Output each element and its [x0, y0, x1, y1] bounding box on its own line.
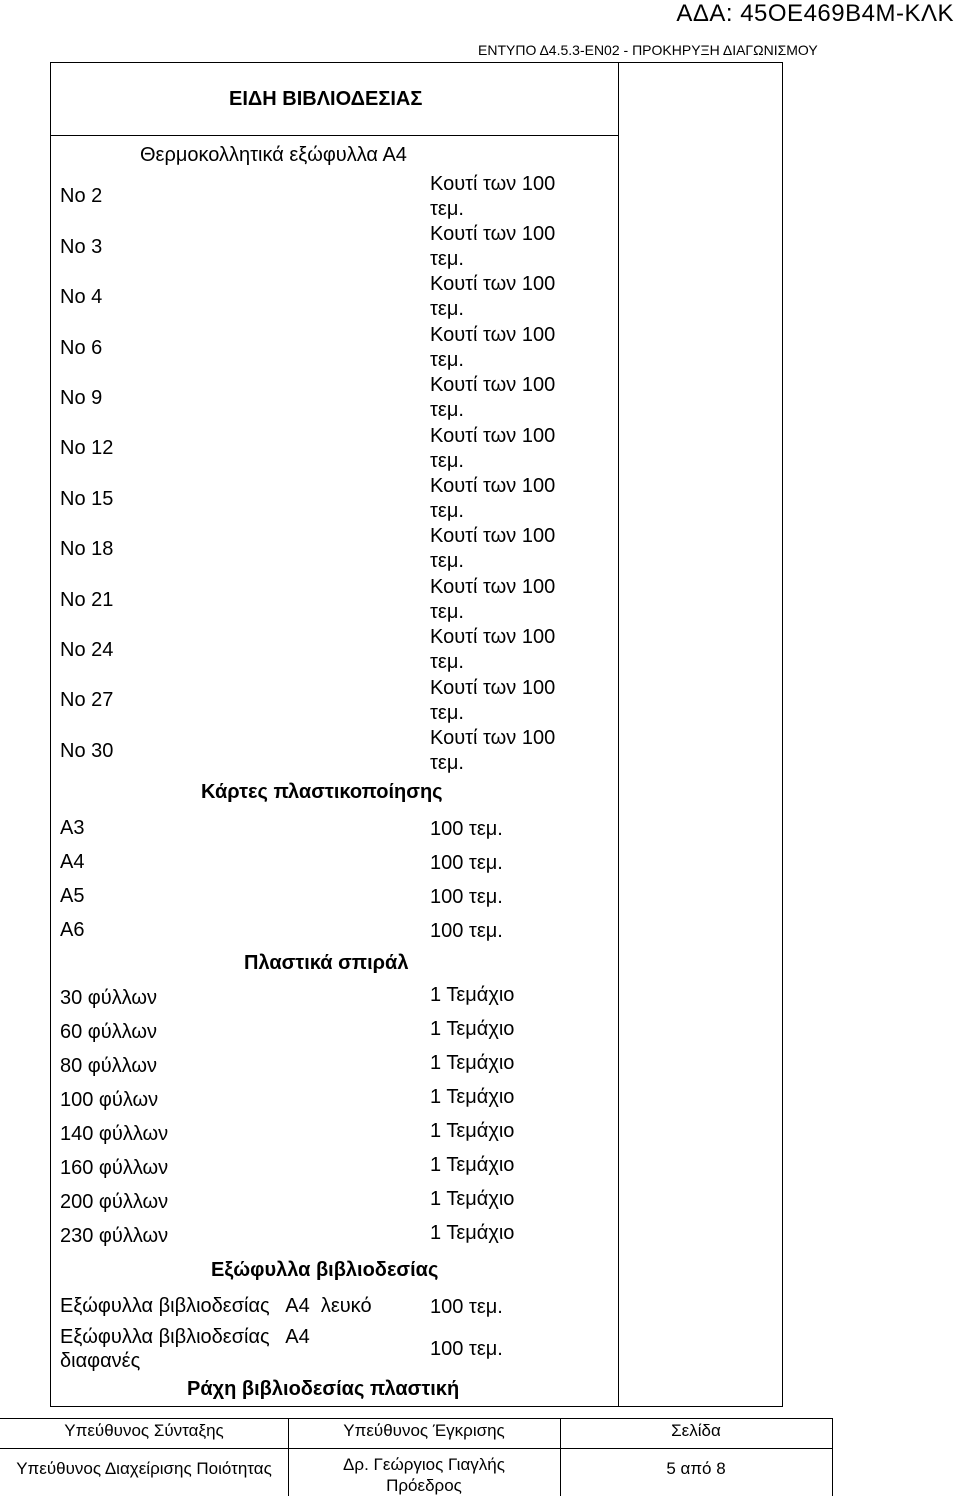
- item-qty: Κουτί των 100 τεμ.: [430, 374, 556, 421]
- item-qty: Κουτί των 100 τεμ.: [430, 324, 556, 371]
- item-qty: Κουτί των 100 τεμ.: [430, 626, 556, 673]
- list-item: 60 φύλλων: [60, 1021, 158, 1043]
- item-qty: 1 Τεμάχιο: [430, 984, 515, 1006]
- list-item: Α3: [60, 817, 85, 839]
- list-item: Α5: [60, 885, 85, 907]
- item-qty: 100 τεμ.: [430, 920, 503, 942]
- list-item: 160 φύλλων: [60, 1157, 169, 1179]
- list-item: Νο 9: [60, 387, 103, 409]
- item-qty: Κουτί των 100 τεμ.: [430, 425, 556, 472]
- footer-page-head: Σελίδα: [671, 1421, 721, 1440]
- section-heading-spirals: Πλαστικά σπιράλ: [244, 952, 409, 974]
- list-item: Νο 18: [60, 538, 114, 560]
- list-item: 80 φύλλων: [60, 1055, 158, 1077]
- item-qty: Κουτί των 100 τεμ.: [430, 223, 556, 270]
- list-item: Α6: [60, 919, 85, 941]
- list-item: Νο 24: [60, 639, 114, 661]
- list-item: Α4: [60, 851, 85, 873]
- footer-page-number: 5 από 8: [666, 1459, 726, 1478]
- footer-author-head: Υπεύθυνος Σύνταξης: [64, 1421, 224, 1440]
- item-qty: Κουτί των 100 τεμ.: [430, 727, 556, 774]
- item-qty: Κουτί των 100 τεμ.: [430, 173, 556, 220]
- list-item: Νο 15: [60, 488, 114, 510]
- item-qty: 1 Τεμάχιο: [430, 1222, 515, 1244]
- table-title: ΕΙΔΗ ΒΙΒΛΙΟΔΕΣΙΑΣ: [229, 88, 423, 110]
- list-item: Νο 3: [60, 236, 103, 258]
- footer-approver-head: Υπεύθυνος Έγκρισης: [343, 1421, 505, 1440]
- section-heading-covers: Εξώφυλλα βιβλιοδεσίας: [211, 1259, 439, 1281]
- item-qty: Κουτί των 100 τεμ.: [430, 576, 556, 623]
- item-qty: 1 Τεμάχιο: [430, 1154, 515, 1176]
- list-item: Νο 27: [60, 689, 114, 711]
- ada-code: ΑΔΑ: 45ΟΕ469Β4Μ-ΚΛΚ: [676, 0, 954, 27]
- item-qty: 1 Τεμάχιο: [430, 1188, 515, 1210]
- item-qty: 100 τεμ.: [430, 818, 503, 840]
- list-item: Νο 6: [60, 337, 103, 359]
- list-item: Νο 30: [60, 740, 114, 762]
- list-item: Νο 21: [60, 589, 114, 611]
- item-qty: Κουτί των 100 τεμ.: [430, 677, 556, 724]
- item-qty: Κουτί των 100 τεμ.: [430, 273, 556, 320]
- list-item: 30 φύλλων: [60, 987, 158, 1009]
- list-item: Εξώφυλλα βιβλιοδεσίας Α4 λευκό: [60, 1295, 372, 1317]
- item-qty: 100 τεμ.: [430, 852, 503, 874]
- list-item: Νο 4: [60, 286, 103, 308]
- list-item: 200 φύλλων: [60, 1191, 169, 1213]
- list-item: 140 φύλλων: [60, 1123, 169, 1145]
- form-code: ΕΝΤΥΠΟ Δ4.5.3-ΕΝ02 - ΠΡΟΚΗΡΥΞΗ ΔΙΑΓΩΝΙΣΜΟΥ: [478, 42, 818, 58]
- footer-author-value: Υπεύθυνος Διαχείρισης Ποιότητας: [16, 1459, 272, 1478]
- item-qty: 1 Τεμάχιο: [430, 1018, 515, 1040]
- section-heading-spines: Ράχη βιβλιοδεσίας πλαστική: [187, 1378, 460, 1400]
- section-heading-lamination: Κάρτες πλαστικοποίησης: [201, 781, 443, 803]
- list-item: Εξώφυλλα βιβλιοδεσίας Α4 διαφανές: [60, 1326, 310, 1372]
- footer-approver-value: Δρ. Γεώργιος Γιαγλής Πρόεδρος: [343, 1455, 505, 1495]
- item-qty: 100 τεμ.: [430, 886, 503, 908]
- section-heading-thermal: Θερμοκολλητικά εξώφυλλα Α4: [140, 144, 407, 166]
- list-item: 100 φύλων: [60, 1089, 159, 1111]
- item-qty: 1 Τεμάχιο: [430, 1120, 515, 1142]
- list-item: Νο 12: [60, 437, 114, 459]
- item-qty: 1 Τεμάχιο: [430, 1052, 515, 1074]
- item-qty: 100 τεμ.: [430, 1338, 503, 1360]
- list-item: 230 φύλλων: [60, 1225, 169, 1247]
- item-qty: 100 τεμ.: [430, 1296, 503, 1318]
- item-qty: Κουτί των 100 τεμ.: [430, 525, 556, 572]
- list-item: Νο 2: [60, 185, 103, 207]
- item-qty: 1 Τεμάχιο: [430, 1086, 515, 1108]
- item-qty: Κουτί των 100 τεμ.: [430, 475, 556, 522]
